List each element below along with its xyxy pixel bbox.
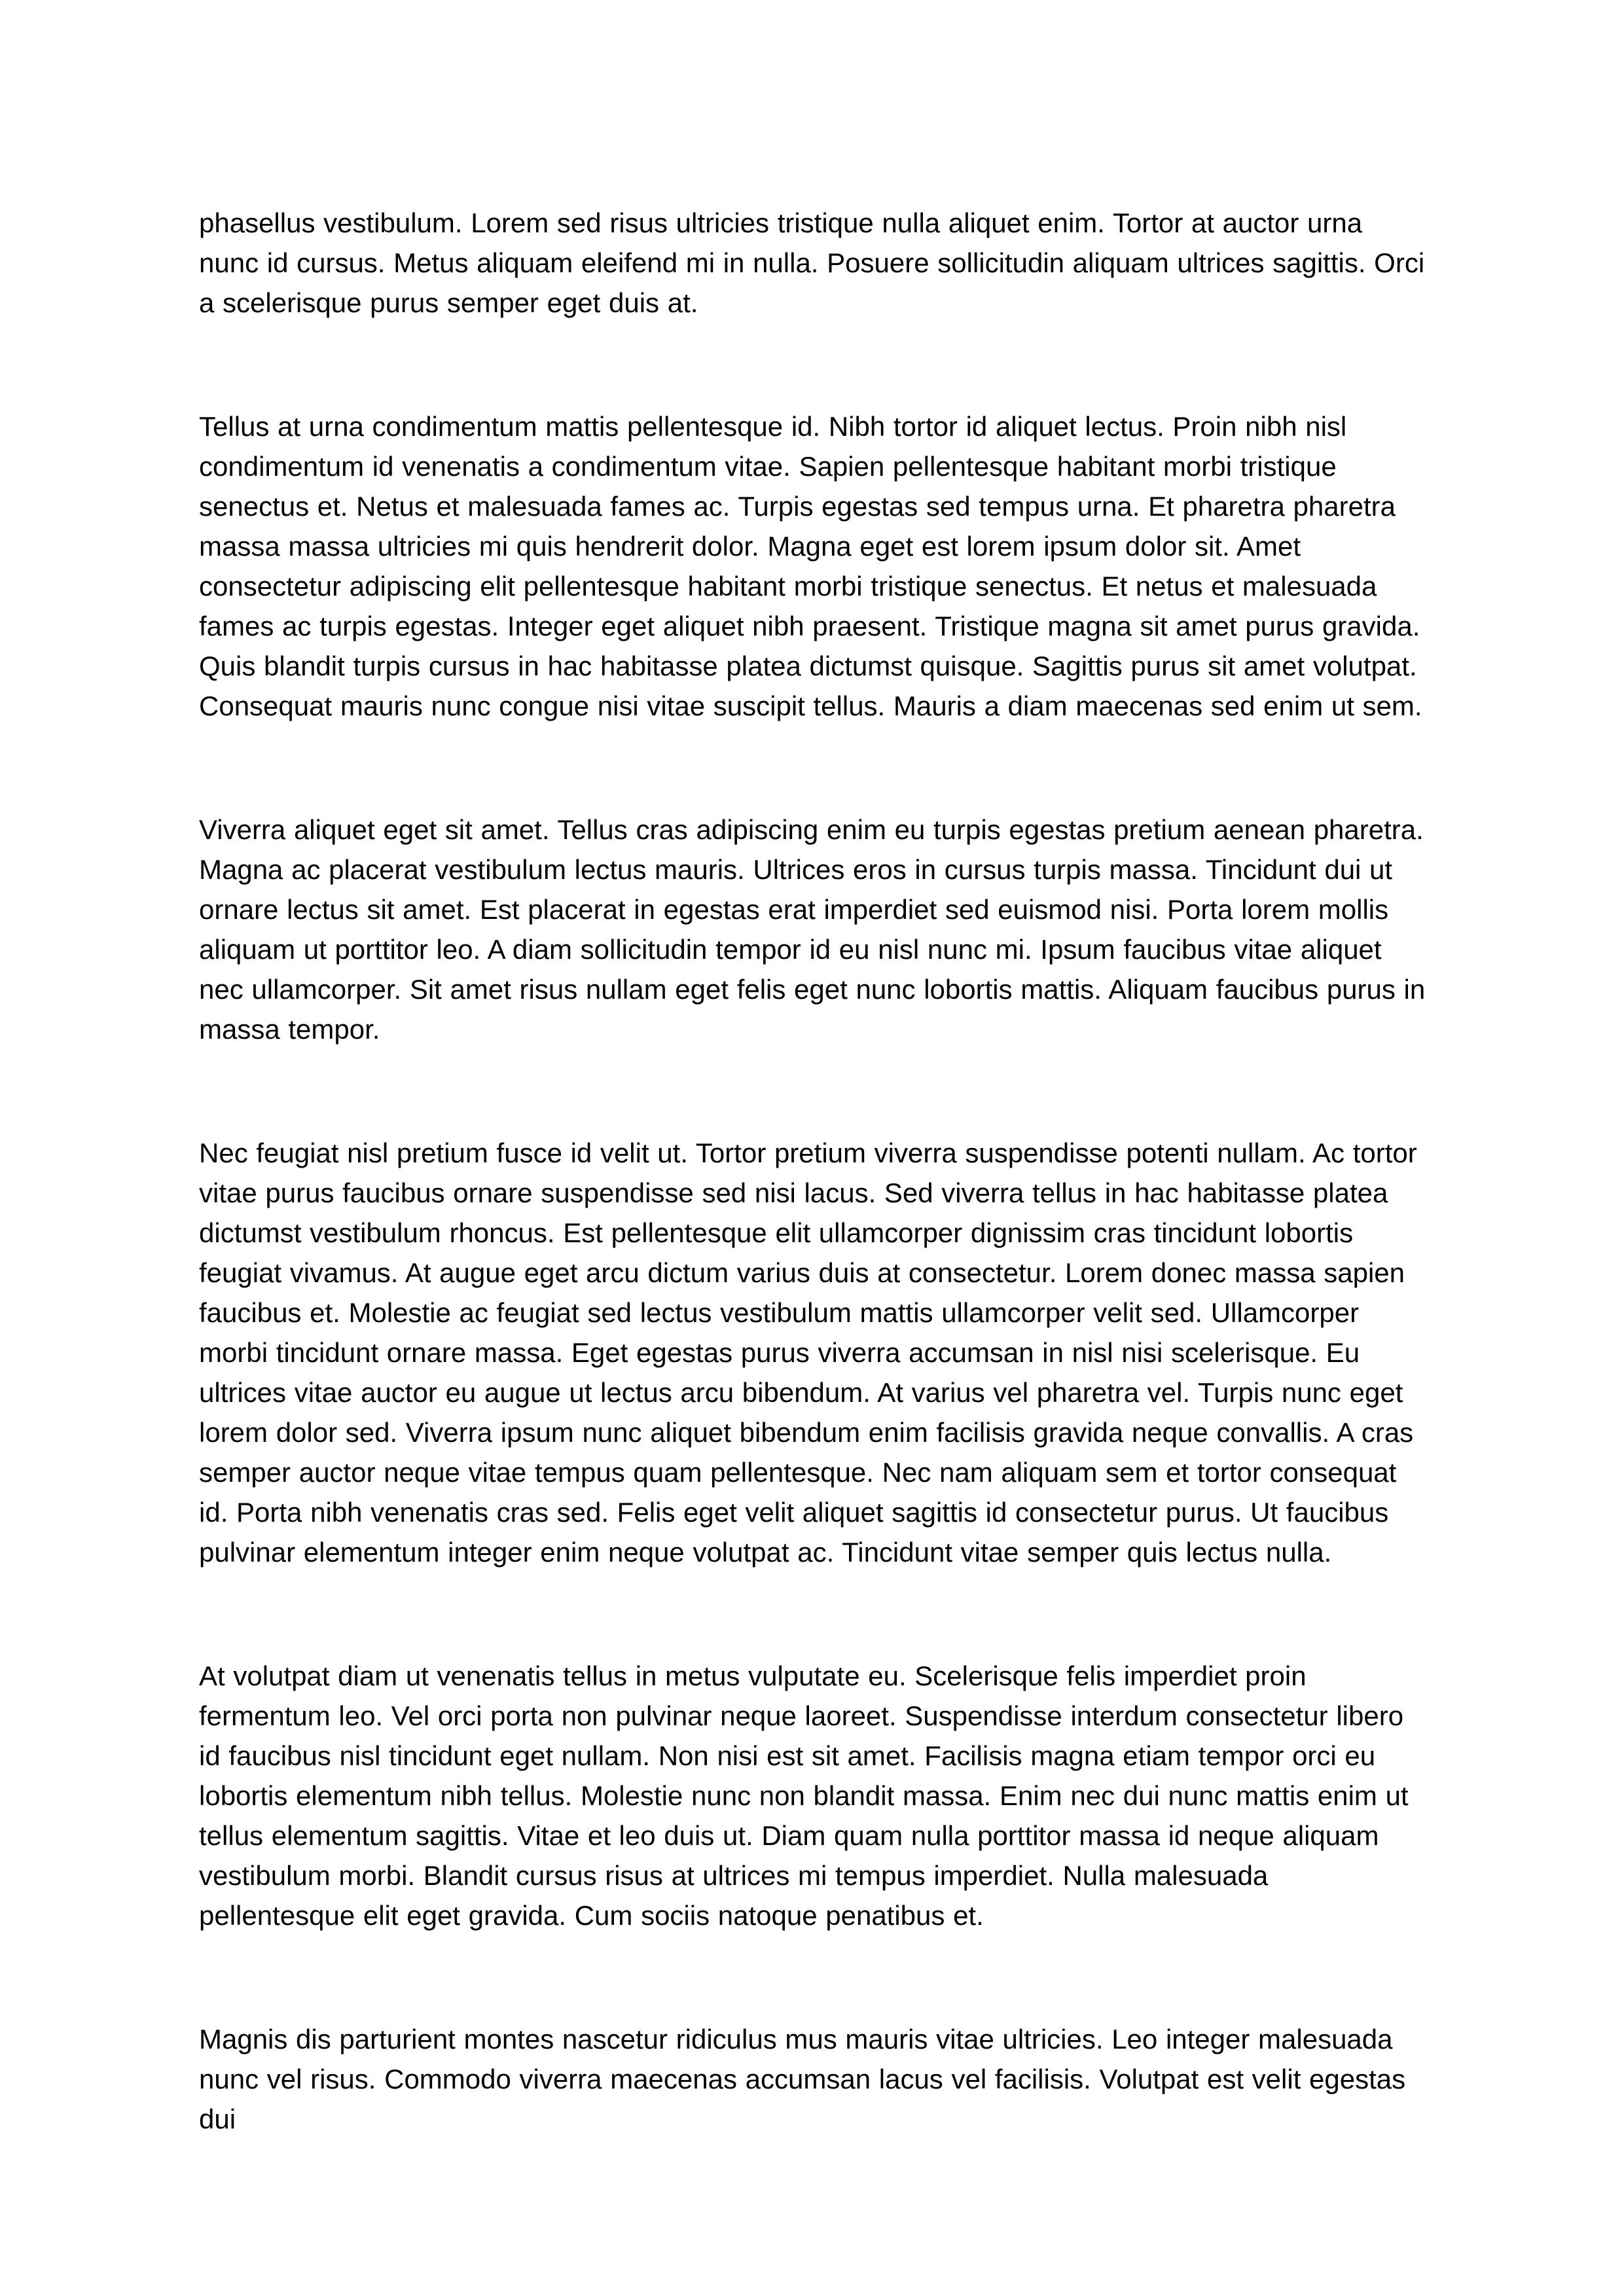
paragraph: phasellus vestibulum. Lorem sed risus ultricies tristique nulla aliquet enim. Tortor at auctor urna nunc id cursus. Metus aliquam eleifend mi in nulla. Posuere sollicitudin aliquam ultrices sagittis. Orci a scelerisque purus semper eget duis at. bbox=[199, 207, 1425, 318]
paragraph: Viverra aliquet eget sit amet. Tellus cras adipiscing enim eu turpis egestas pretium aenean pharetra. Magna ac placerat vestibulum lectus mauris. Ultrices eros in cursus turpis massa. Tincidunt dui ut ornare lectus sit amet. Est placerat in egestas erat imperdiet sed euismod nisi. Porta lorem mollis aliquam ut porttitor leo. A diam sollicitudin tempor id eu nisl nunc mi. Ipsum faucibus vitae aliquet nec ullamcorper. Sit amet risus nullam eget felis eget nunc lobortis mattis. Aliquam faucibus purus in massa tempor. bbox=[199, 814, 1426, 1045]
paragraph: At volutpat diam ut venenatis tellus in metus vulputate eu. Scelerisque felis imperdiet proin fermentum leo. Vel orci porta non pulvinar neque laoreet. Suspendisse interdum consectetur libero id faucibus nisl tincidunt eget nullam. Non nisi est sit amet. Facilisis magna etiam tempor orci eu lobortis elementum nibh tellus. Molestie nunc non blandit massa. Enim nec dui nunc mattis enim ut tellus elementum sagittis. Vitae et leo duis ut. Diam quam nulla porttitor massa id neque aliquam vestibulum morbi. Blandit cursus risus at ultrices mi tempus imperdiet. Nulla malesuada pellentesque elit eget gravida. Cum sociis natoque penatibus et. bbox=[199, 1660, 1409, 1931]
paragraph: Nec feugiat nisl pretium fusce id velit ut. Tortor pretium viverra suspendisse potenti nullam. Ac tortor vitae purus faucibus ornare suspendisse sed nisi lacus. Sed viverra tellus in hac habitasse platea dictumst vestibulum rhoncus. Est pellentesque elit ullamcorper dignissim cras tincidunt lobortis feugiat vivamus. At augue eget arcu dictum varius duis at consectetur. Lorem donec massa sapien faucibus et. Molestie ac feugiat sed lectus vestibulum mattis ullamcorper velit sed. Ullamcorper morbi tincidunt ornare massa. Eget egestas purus viverra accumsan in nisl nisi scelerisque. Eu ultrices vitae auctor eu augue ut lectus arcu bibendum. At varius vel pharetra vel. Turpis nunc eget lorem dolor sed. Viverra ipsum nunc aliquet bibendum enim facilisis gravida neque convallis. A cras semper auctor neque vitae tempus quam pellentesque. Nec nam aliquam sem et tortor consequat id. Porta nibh venenatis cras sed. Felis eget velit aliquet sagittis id consectetur purus. Ut faucibus pulvinar elementum integer enim neque volutpat ac. Tincidunt vitae semper quis lectus nulla. bbox=[199, 1138, 1417, 1568]
paragraph: Tellus at urna condimentum mattis pellentesque id. Nibh tortor id aliquet lectus. Proin nibh nisl condimentum id venenatis a condimentum vitae. Sapien pellentesque habitant morbi tristique senectus et. Netus et malesuada fames ac. Turpis egestas sed tempus urna. Et pharetra pharetra massa massa ultricies mi quis hendrerit dolor. Magna eget est lorem ipsum dolor sit. Amet consectetur adipiscing elit pellentesque habitant morbi tristique senectus. Et netus et malesuada fames ac turpis egestas. Integer eget aliquet nibh praesent. Tristique magna sit amet purus gravida. Quis blandit turpis cursus in hac habitasse platea dictumst quisque. Sagittis purus sit amet volutpat. Consequat mauris nunc congue nisi vitae suscipit tellus. Mauris a diam maecenas sed enim ut sem. bbox=[199, 411, 1422, 721]
paragraph: Magnis dis parturient montes nascetur ridiculus mus mauris vitae ultricies. Leo integer malesuada nunc vel risus. Commodo viverra maecenas accumsan lacus vel facilisis. Volutpat est velit egestas dui bbox=[199, 2024, 1406, 2134]
